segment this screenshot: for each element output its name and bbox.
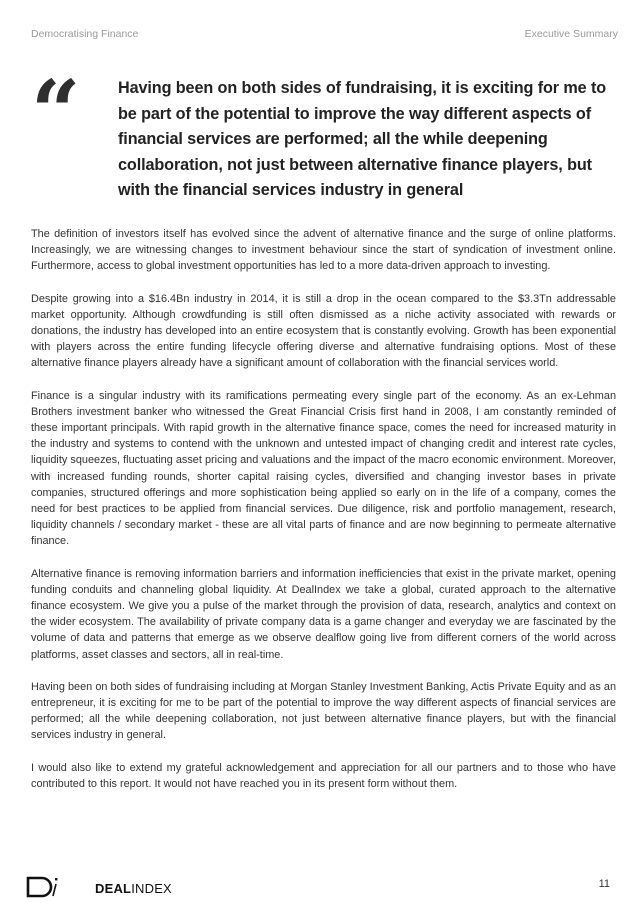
page-footer xyxy=(26,876,610,900)
wordmark-deal: DEAL xyxy=(95,881,132,896)
dealindex-wordmark xyxy=(95,881,172,896)
pull-quote-text: Having been on both sides of fundraising, it is exciting for me to be part of the potential to improve the way different aspects of financial services are performed; all the while deepening collaboration, not just between alternative finance players, but with the financial services industry in general xyxy=(118,79,607,199)
paragraph-3: Finance is a singular industry with its ramifications permeating every single part of the economy. As an ex-Lehman Brothers investment banker who witnessed the Great Financial Crisis first hand in 2008, I am constantly reminded of these important principals. With rapid growth in the alternative finance space, comes the need for increased maturity in the industry and systems to contend with the unknown and untested impact of changing credit and interest rate cycles, liquidity squeezes, fluctuating asset pricing and valuations and the impact of the macro economic environment. Moreover, with increased funding rounds, shorter capital raising cycles, diversified and changing investor bases in private companies, structured offerings and more sophistication being applied so early on in the life of a company, comes the need for best practices to be applied from financial services. Due diligence, risk and portfolio management, research, liquidity channels / secondary market - these are all vital parts of finance and are now beginning to permeate alternative finance. xyxy=(31,389,616,548)
quote-mark-icon: “ xyxy=(31,62,81,163)
paragraph-6: I would also like to extend my grateful acknowledgement and appreciation for all our partners and to those who have contributed to this report. It would not have reached you in its present form without them. xyxy=(31,761,616,790)
body-text xyxy=(31,226,616,808)
page-number: 11 xyxy=(598,878,610,890)
dealindex-logo-icon xyxy=(26,876,64,898)
paragraph-2: Despite growing into a $16.4Bn industry in 2014, it is still a drop in the ocean compared to the $3.3Tn addressable market opportunity. Although crowdfunding is still often dismissed as a niche activity associated with rewards or donations, the industry has developed into an entire ecosystem that is constantly evolving. Growth has been exponential with players across the entire funding lifecycle offering diverse and alternative fundraising options. Most of these alternative finance players already have a significant amount of collaboration with the financial services world. xyxy=(31,292,616,370)
paragraph-1: The definition of investors itself has evolved since the advent of alternative finance and the surge of online platforms. Increasingly, we are witnessing changes to investment behaviour since the start of syndication of investment online. Furthermore, access to global investment opportunities has led to a more data-driven approach to investing. xyxy=(31,228,616,273)
pull-quote xyxy=(31,62,616,204)
header-chapter-title: Executive Summary xyxy=(524,28,618,40)
paragraph-5: Having been on both sides of fundraising including at Morgan Stanley Investment Banking, Actis Private Equity and as an entrepreneur, it is exciting for me to be part of the potential to improve the way different aspects of financial services are performed; all the while deepening collaboration, not just between alternative finance players, but with the financial services industry in general. xyxy=(31,680,616,742)
wordmark-index: INDEX xyxy=(131,881,172,896)
paragraph-4: Alternative finance is removing information barriers and information inefficiencies that exist in the private market, opening funding conduits and channeling global liquidity. At DealIndex we take a global, curated approach to the alternative finance ecosystem. We give you a pulse of the market through the provision of data, research, analytics and context on the wider ecosystem. The availability of private company data is a game changer and everyday we are fascinated by the volume of data and patterns that emerge as we observe dealflow going live from different corners of the world across platforms, asset classes and sectors, all in real-time. xyxy=(31,567,616,661)
header-section-title: Democratising Finance xyxy=(31,28,139,40)
page-header xyxy=(31,28,618,40)
